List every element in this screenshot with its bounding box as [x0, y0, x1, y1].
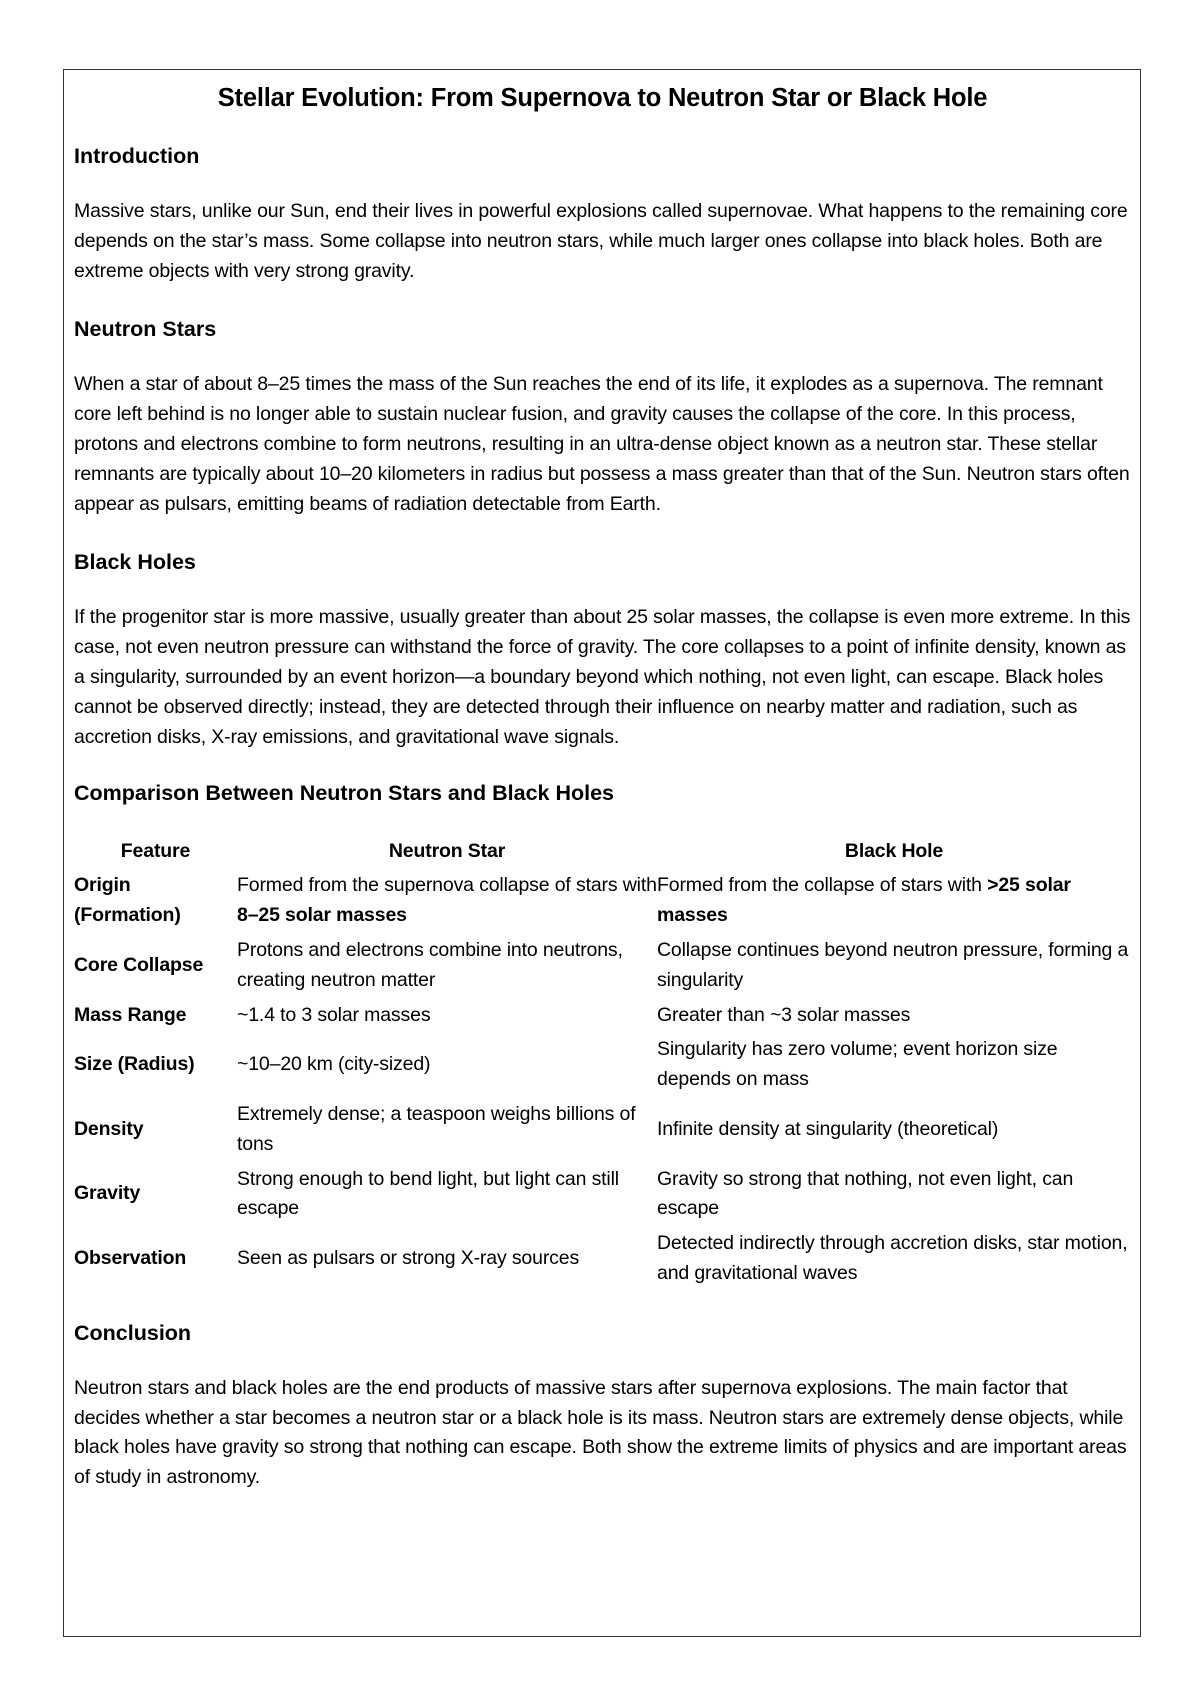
heading-neutron-stars: Neutron Stars [74, 317, 217, 342]
table-row [74, 1227, 1131, 1292]
table-row [74, 999, 1131, 1034]
black-hole-cell: Gravity so strong that nothing, not even light, can escape [657, 1167, 1074, 1220]
table-row [74, 934, 1131, 999]
black-hole-cell [657, 869, 1131, 934]
header-feature: Feature [120, 840, 191, 863]
feature-cell: Mass Range [74, 1003, 187, 1026]
table-row [74, 869, 1131, 934]
paragraph-neutron-stars: When a star of about 8–25 times the mass of the Sun reaches the end of its life, it explodes as a supernova. The remnant core left behind is no longer able to sustain nuclear fusion, and gravity causes the collapse of the core. In this process, protons and electrons combine to form neutrons, resulting in an ultra-dense object known as a neutron star. These stellar remnants are typically about 10–20 kilometers in radius but possess a mass greater than that of the Sun. Neutron stars often appear as pulsars, emitting beams of radiation detectable from Earth. [74, 373, 1130, 515]
cell-text: Formed from the collapse of stars with [657, 874, 988, 897]
black-hole-cell: Collapse continues beyond neutron pressure, forming a singularity [657, 938, 1129, 991]
feature-cell: Gravity [74, 1182, 141, 1205]
feature-cell: Origin (Formation) [74, 874, 181, 927]
document-page [63, 69, 1141, 1637]
neutron-star-cell: Seen as pulsars or strong X-ray sources [237, 1247, 580, 1270]
neutron-star-cell: Strong enough to bend light, but light can still escape [237, 1167, 619, 1220]
black-hole-cell: Greater than ~3 solar masses [657, 1003, 911, 1026]
neutron-star-cell: Extremely dense; a teaspoon weighs billions of tons [237, 1102, 636, 1155]
cell-emphasis: >25 solar masses [657, 874, 1071, 927]
paragraph-conclusion: Neutron stars and black holes are the end products of massive stars after supernova explosions. The main factor that decides whether a star becomes a neutron star or a black hole is its mass. Neutron stars are extremely dense objects, while black holes have gravity so strong that nothing can escape. Both show the extreme limits of physics and are important areas of study in astronomy. [74, 1376, 1127, 1489]
header-neutron-star: Neutron Star [388, 840, 506, 863]
heading-black-holes: Black Holes [74, 550, 196, 575]
neutron-star-cell: Protons and electrons combine into neutrons, creating neutron matter [237, 938, 623, 991]
table-row [74, 1163, 1131, 1228]
header-black-hole: Black Hole [844, 840, 944, 863]
table-row [74, 1033, 1131, 1098]
page-title: Stellar Evolution: From Supernova to Neutron Star or Black Hole [217, 84, 988, 112]
feature-cell: Core Collapse [74, 953, 204, 976]
black-hole-cell: Detected indirectly through accretion disks, star motion, and gravitational waves [657, 1232, 1128, 1284]
feature-cell: Observation [74, 1247, 187, 1270]
black-hole-cell: Singularity has zero volume; event horizon size depends on mass [657, 1038, 1058, 1091]
comparison-table [74, 837, 1131, 1291]
table-header-row [74, 837, 1131, 869]
neutron-star-cell: ~10–20 km (city-sized) [237, 1053, 431, 1076]
cell-text: Formed from the supernova collapse of stars with [237, 874, 657, 897]
paragraph-black-holes: If the progenitor star is more massive, usually greater than about 25 solar masses, the collapse is even more extreme. In this case, not even neutron pressure can withstand the force of gravity. The core collapses to a point of infinite density, known as a singularity, surrounded by an event horizon—a boundary beyond which nothing, not even light, can escape. Black holes cannot be observed directly; instead, they are detected through their influence on nearby matter and radiation, such as accretion disks, X-ray emissions, and gravitational wave signals. [74, 606, 1131, 748]
cell-emphasis: 8–25 solar masses [237, 904, 407, 927]
neutron-star-cell: ~1.4 to 3 solar masses [237, 1003, 431, 1026]
black-hole-cell: Infinite density at singularity (theoretical) [657, 1117, 999, 1140]
heading-conclusion: Conclusion [74, 1320, 192, 1345]
feature-cell: Density [74, 1117, 144, 1140]
table-row [74, 1098, 1131, 1163]
feature-cell: Size (Radius) [74, 1053, 195, 1076]
heading-comparison: Comparison Between Neutron Stars and Black Holes [74, 781, 615, 806]
neutron-star-cell [237, 869, 657, 934]
heading-introduction: Introduction [74, 144, 200, 168]
paragraph-introduction: Massive stars, unlike our Sun, end their lives in powerful explosions called supernovae. What happens to the remaining core depends on the star’s mass. Some collapse into neutron stars, while much larger ones collapse into black holes. Both are extreme objects with very strong gravity. [74, 200, 1128, 282]
